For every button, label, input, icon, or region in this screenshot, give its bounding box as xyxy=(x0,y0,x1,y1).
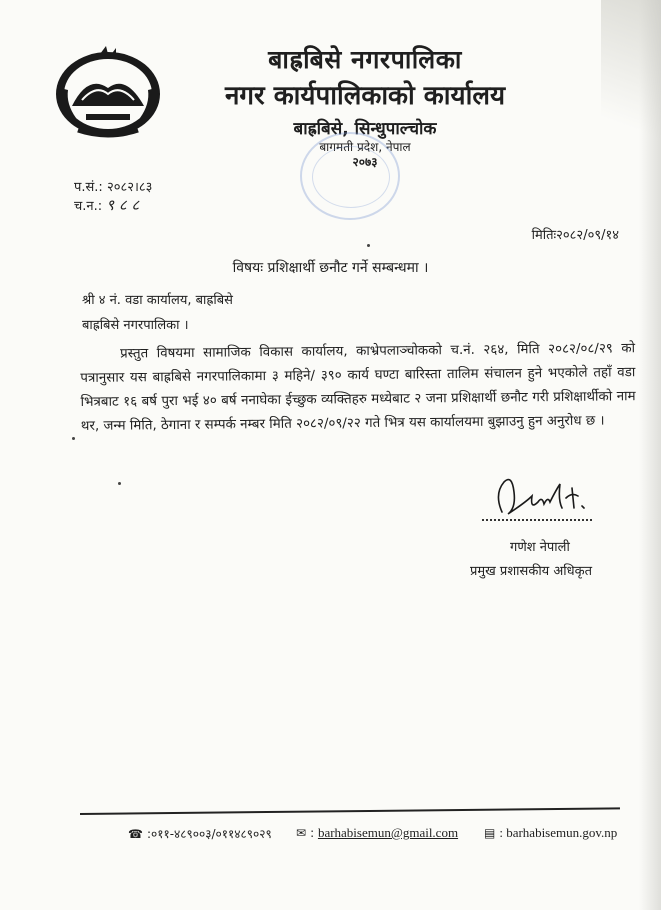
office-location: बाह्रबिसे, सिन्धुपाल्चोक xyxy=(293,119,437,139)
scan-speck xyxy=(367,244,370,247)
scan-speck xyxy=(118,482,121,485)
municipality-name: बाह्रबिसे नगरपालिका xyxy=(268,45,462,74)
dispatch-number-value: ९ ८ ८ xyxy=(106,196,140,214)
computer-icon: ▤ xyxy=(484,826,496,840)
established-year: २०७३ xyxy=(352,155,378,169)
letter-reference-number: प.सं.: २०८२।८३ xyxy=(74,180,153,195)
addressee-line-2: बाह्रबिसे नगरपालिका । xyxy=(82,318,189,333)
phone-number: :०११-४८९००३/०११४८९०२९ xyxy=(146,827,272,841)
website-address[interactable]: : barhabisemun.gov.np xyxy=(499,825,618,840)
office-stamp-icon xyxy=(300,132,400,220)
email-prefix: : xyxy=(310,826,315,840)
letter-body: प्रस्तुत विषयमा सामाजिक विकास कार्यालय, काभ्रेपलाञ्चोकको च.नं. २६४, मिति २०८२/०८/२९ को पत्रानुसार यस बाह्रबिसे नगरपालिकामा ३ महिने/ ३९० कार्य घण्टा बारिस्ता तालिम संचालन हुने भएकोले तहाँ वडा भित्रबाट १६ बर्ष पुरा भई ४० बर्ष ननाघेका ईच्छुक व्यक्तिहरु मध्येबाट २ जना प्रशिक्षार्थी छनौट गरी प्रशिक्षार्थीको नाम थर, जन्म मिति, ठेगाना र सम्पर्क नम्बर मिति २०८२/०९/२२ गते भित्र यस कार्यालयमा बुझाउनु हुन अनुरोध छ । xyxy=(80,341,636,434)
office-name: नगर कार्यपालिकाको कार्यालय xyxy=(224,81,506,111)
province: बागमती प्रदेश, नेपाल xyxy=(319,140,411,154)
dispatch-number xyxy=(74,195,139,215)
footer-divider xyxy=(80,807,620,815)
telephone-icon: ☎ xyxy=(128,827,143,841)
signature-line xyxy=(482,519,592,521)
letter-subject: विषयः प्रशिक्षार्थी छनौट गर्ने सम्बन्धमा । xyxy=(232,260,429,276)
letter-date: मितिः२०८२/०९/१४ xyxy=(531,228,619,243)
envelope-icon: ✉ xyxy=(296,826,307,840)
page-edge-shadow xyxy=(639,0,661,910)
footer-phone xyxy=(128,825,272,842)
footer-email xyxy=(296,825,458,841)
dispatch-label: च.न.: xyxy=(74,199,103,214)
scan-speck xyxy=(72,437,75,440)
addressee-line-1: श्री ४ नं. वडा कार्यालय, बाह्रबिसे xyxy=(82,293,233,308)
handwritten-signature-icon xyxy=(486,474,598,520)
footer-website xyxy=(484,825,617,841)
signatory-title: प्रमुख प्रशासकीय अधिकृत xyxy=(470,564,593,579)
signatory-name: गणेश नेपाली xyxy=(510,540,570,555)
government-emblem-icon xyxy=(52,44,164,140)
email-address[interactable]: barhabisemun@gmail.com xyxy=(317,825,459,840)
